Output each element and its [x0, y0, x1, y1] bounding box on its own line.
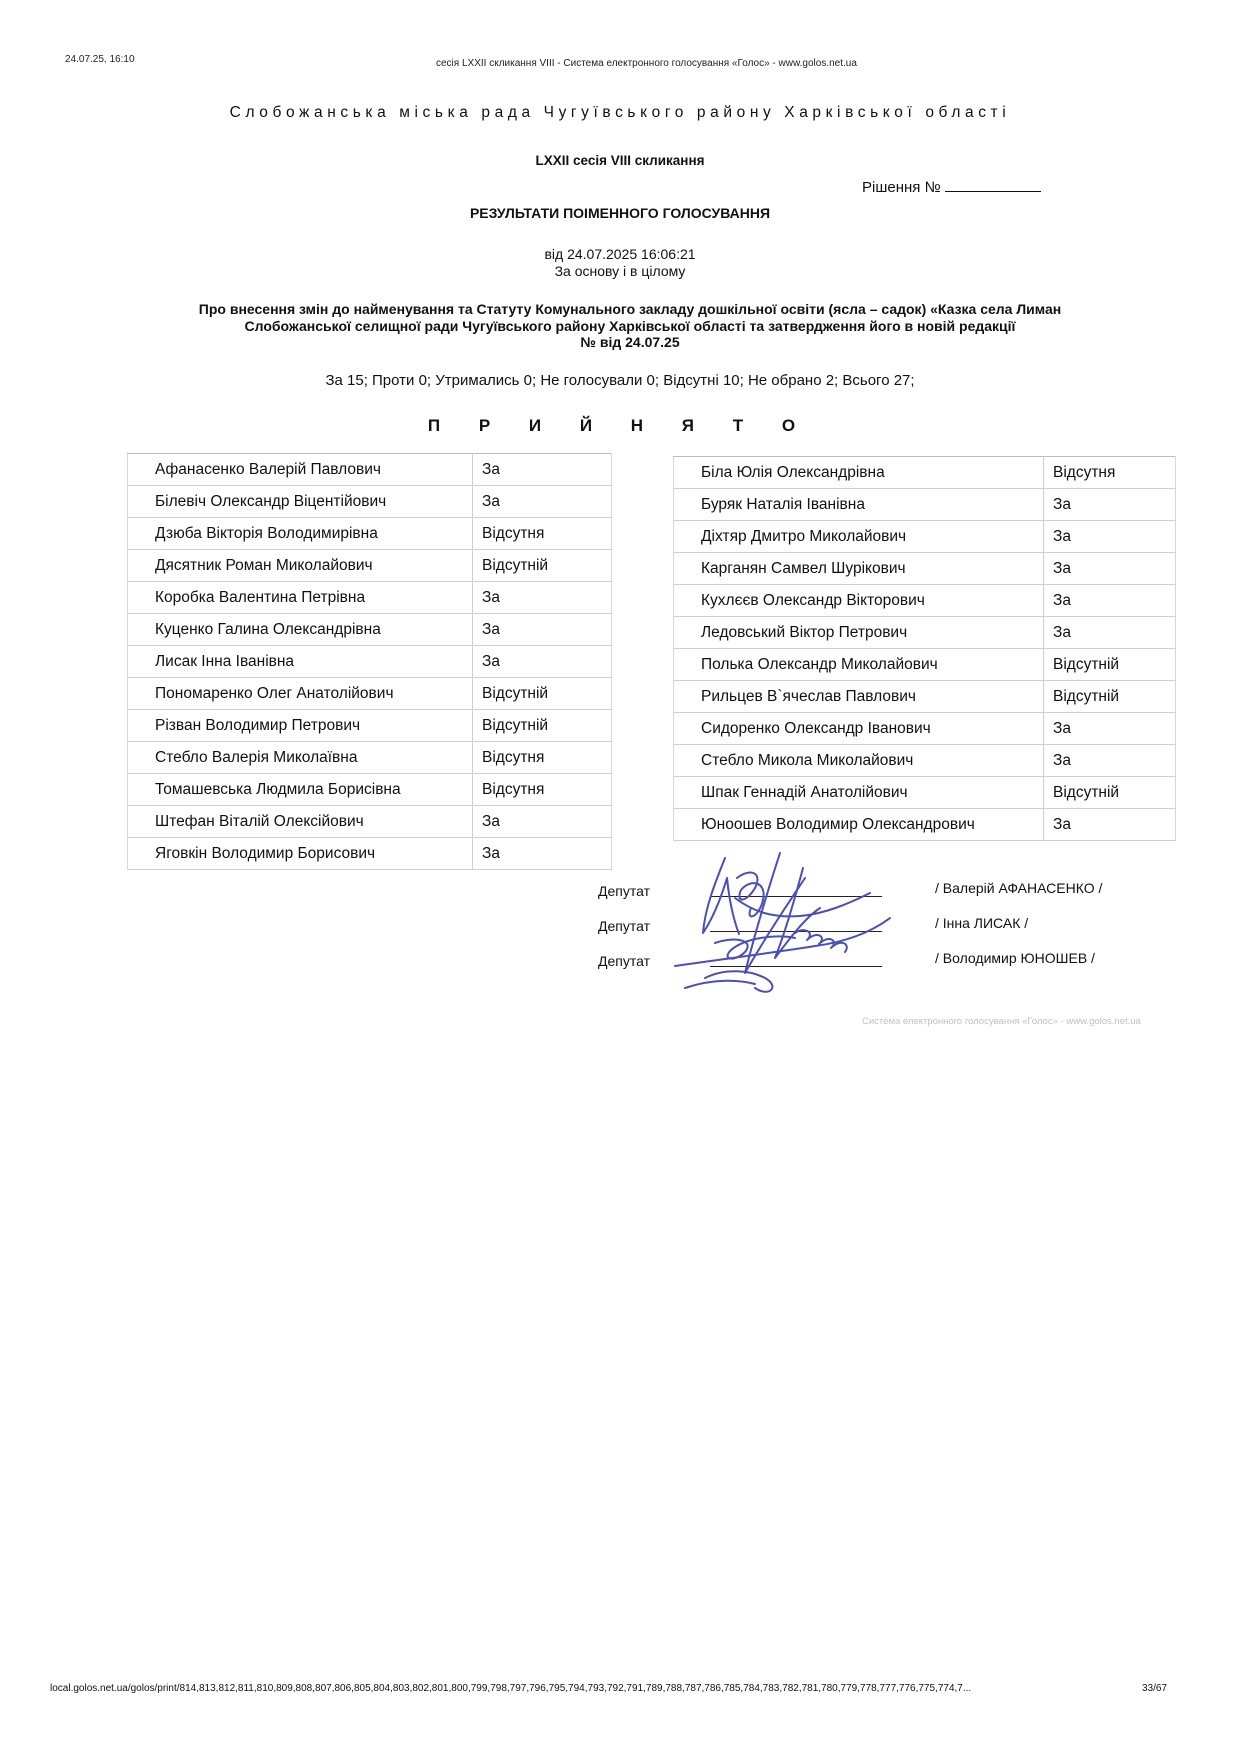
- signature-label-2: Депутат: [598, 918, 650, 934]
- vote-value: Відсутня: [473, 518, 612, 550]
- vote-value: Відсутній: [473, 710, 612, 742]
- vote-row: [674, 745, 1176, 777]
- signature-label-1: Депутат: [598, 883, 650, 899]
- vote-row: [674, 489, 1176, 521]
- vote-row: [128, 518, 612, 550]
- vote-row: [128, 806, 612, 838]
- vote-value: За: [1044, 745, 1176, 777]
- signatory-name-3: / Володимир ЮНОШЕВ /: [935, 950, 1095, 966]
- vote-summary: За 15; Проти 0; Утримались 0; Не голосували 0; Відсутні 10; Не обрано 2; Всього 27;: [325, 372, 915, 389]
- vote-row: [128, 550, 612, 582]
- votes-table-left: [127, 453, 612, 870]
- vote-value: Відсутній: [1044, 777, 1176, 809]
- print-datetime: 24.07.25, 16:10: [65, 54, 135, 65]
- decision-blank-line: [945, 177, 1041, 192]
- council-name: Слобожанська міська рада Чугуївського району Харківської області: [229, 104, 1011, 121]
- vote-row: [128, 486, 612, 518]
- vote-value: За: [1044, 617, 1176, 649]
- outcome: П Р И Й Н Я Т О: [427, 416, 813, 435]
- signature-label-3: Депутат: [598, 953, 650, 969]
- vote-value: За: [1044, 809, 1176, 841]
- footer-url: local.golos.net.ua/golos/print/814,813,812,811,810,809,808,807,806,805,804,803,802,801,800,799,798,797,796,795,794,793,792,791,789,788,787,786,785,784,783,782,781,780,779,778,777,776,775,774,7...: [50, 1683, 972, 1694]
- deputy-name: Полька Олександр Миколайович: [674, 649, 1044, 681]
- deputy-name: Юноошев Володимир Олександрович: [674, 809, 1044, 841]
- vote-value: За: [473, 838, 612, 870]
- vote-value: За: [473, 486, 612, 518]
- footer-watermark: Система електронного голосування «Голос» - www.golos.net.ua: [862, 1016, 1141, 1027]
- deputy-name: Білевіч Олександр Віцентійович: [128, 486, 473, 518]
- subject-line-3: № від 24.07.25: [580, 334, 680, 350]
- vote-row: [674, 617, 1176, 649]
- vote-row: [128, 614, 612, 646]
- vote-row: [128, 646, 612, 678]
- deputy-name: Стебло Валерія Миколаївна: [128, 742, 473, 774]
- signatory-name-1: / Валерій АФАНАСЕНКО /: [935, 880, 1103, 896]
- print-header-title: сесія LXXII скликання VIII - Система електронного голосування «Голос» - www.golos.net.ua: [436, 58, 857, 69]
- vote-row: [128, 678, 612, 710]
- deputy-name: Куценко Галина Олександрівна: [128, 614, 473, 646]
- deputy-name: Шпак Геннадій Анатолійович: [674, 777, 1044, 809]
- vote-value: Відсутня: [473, 742, 612, 774]
- vote-value: За: [473, 806, 612, 838]
- deputy-name: Діхтяр Дмитро Миколайович: [674, 521, 1044, 553]
- vote-value: За: [1044, 585, 1176, 617]
- vote-value: За: [1044, 553, 1176, 585]
- deputy-name: Рильцев В`ячеслав Павлович: [674, 681, 1044, 713]
- page-number: 33/67: [1142, 1683, 1168, 1694]
- deputy-name: Штефан Віталій Олексійович: [128, 806, 473, 838]
- vote-value: За: [1044, 713, 1176, 745]
- deputy-name: Ледовський Віктор Петрович: [674, 617, 1044, 649]
- deputy-name: Карганян Самвел Шурікович: [674, 553, 1044, 585]
- vote-value: За: [473, 614, 612, 646]
- vote-row: [674, 521, 1176, 553]
- vote-value: Відсутній: [1044, 681, 1176, 713]
- vote-value: Відсутній: [1044, 649, 1176, 681]
- vote-row: [674, 681, 1176, 713]
- deputy-name: Яговкін Володимир Борисович: [128, 838, 473, 870]
- deputy-name: Стебло Микола Миколайович: [674, 745, 1044, 777]
- vote-value: За: [473, 582, 612, 614]
- vote-value: За: [1044, 489, 1176, 521]
- vote-row: [128, 710, 612, 742]
- vote-row: [674, 649, 1176, 681]
- vote-row: [128, 838, 612, 870]
- votes-table-right: [673, 456, 1176, 841]
- vote-datetime: від 24.07.2025 16:06:21: [544, 246, 696, 262]
- deputy-name: Пономаренко Олег Анатолійович: [128, 678, 473, 710]
- subject-line-2: Слобожанської селищної ради Чугуївського району Харківської області та затвердження його в новій редакції: [244, 317, 1016, 334]
- deputy-name: Різван Володимир Петрович: [128, 710, 473, 742]
- vote-value: За: [473, 454, 612, 486]
- deputy-name: Лисак Інна Іванівна: [128, 646, 473, 678]
- deputy-name: Томашевська Людмила Борисівна: [128, 774, 473, 806]
- deputy-name: Дзюба Вікторія Володимирівна: [128, 518, 473, 550]
- deputy-name: Буряк Наталія Іванівна: [674, 489, 1044, 521]
- vote-basis: За основу і в цілому: [554, 263, 686, 279]
- results-title: РЕЗУЛЬТАТИ ПОІМЕННОГО ГОЛОСУВАННЯ: [469, 205, 771, 221]
- vote-row: [128, 774, 612, 806]
- decision-label: Рішення №: [862, 179, 941, 196]
- vote-row: [674, 713, 1176, 745]
- deputy-name: Сидоренко Олександр Іванович: [674, 713, 1044, 745]
- vote-value: Відсутній: [473, 550, 612, 582]
- vote-row: [128, 742, 612, 774]
- vote-row: [674, 457, 1176, 489]
- vote-row: [128, 454, 612, 486]
- vote-row: [674, 809, 1176, 841]
- vote-value: Відсутній: [473, 678, 612, 710]
- deputy-name: Коробка Валентина Петрівна: [128, 582, 473, 614]
- deputy-name: Кухлєєв Олександр Вікторович: [674, 585, 1044, 617]
- vote-value: За: [1044, 521, 1176, 553]
- vote-value: Відсутня: [1044, 457, 1176, 489]
- vote-row: [674, 553, 1176, 585]
- vote-row: [128, 582, 612, 614]
- vote-row: [674, 585, 1176, 617]
- vote-value: Відсутня: [473, 774, 612, 806]
- subject-line-1: Про внесення змін до найменування та Статуту Комунального закладу дошкільної освіти (ясла – садок) «Казка села Лиман: [198, 301, 1062, 317]
- deputy-name: Дясятник Роман Миколайович: [128, 550, 473, 582]
- handwritten-signature: [655, 838, 915, 1003]
- vote-value: За: [473, 646, 612, 678]
- subject: [130, 301, 1130, 351]
- deputy-name: Афанасенко Валерій Павлович: [128, 454, 473, 486]
- deputy-name: Біла Юлія Олександрівна: [674, 457, 1044, 489]
- signatory-name-2: / Інна ЛИСАК /: [935, 915, 1029, 931]
- session-title: LXXII сесія VIII скликання: [535, 153, 705, 168]
- decision-number: [862, 177, 1041, 196]
- vote-row: [674, 777, 1176, 809]
